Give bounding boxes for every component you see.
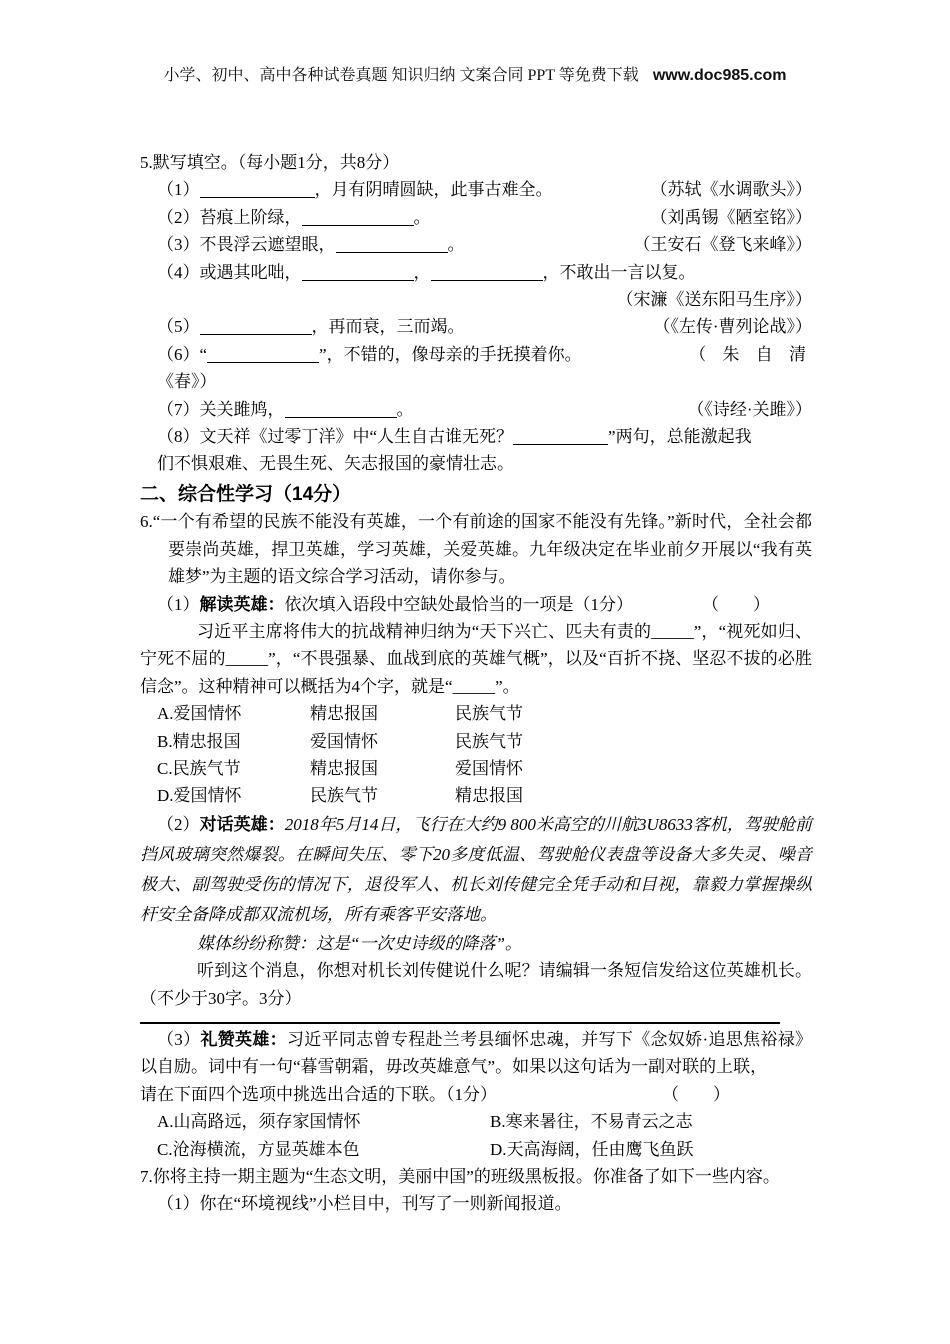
item-text: “ [199, 344, 208, 364]
q6-part2-paragraph [140, 810, 812, 930]
option-cell: D.爱国情怀 [157, 786, 242, 806]
q6-part1-option-row [140, 782, 812, 809]
item-number: （1） [157, 594, 200, 614]
option-cell: A.山高路远，须存家国情怀 [157, 1112, 361, 1132]
citation: 《春》） [157, 372, 217, 392]
narrative-text: 2018年5月14日，飞行在大约9 800米高空的川航3U8633客机，驾驶舱前挡风玻璃突然爆裂。在瞬间失压、零下20多度低温、驾驶舱仪表盘等设备大多失灵、噪音极大、副驾驶受伤的情况下，退役军人、机长刘传健完全凭手动和目视，靠毅力掌握操纵杆安全备降成都双流机场，所有乘客平安落地。 [140, 814, 813, 924]
option-cell: 精忠报国 [455, 786, 523, 806]
part-label: 礼赞英雄： [200, 1029, 287, 1049]
q6-part3-stem-line [140, 1081, 812, 1108]
fill-blank[interactable] [302, 210, 414, 226]
item-text: 。 [447, 235, 465, 255]
stem-text: 依次填入语段中空缺处最恰当的一项是（1分） [284, 594, 633, 614]
q5-item-7 [140, 396, 812, 423]
citation: （刘禹锡《陋室铭》） [650, 207, 812, 227]
item-text: ”，不错的，像母亲的手抚摸着你。 [319, 344, 582, 364]
header-banner [0, 64, 950, 88]
item-number: （2） [157, 207, 200, 227]
fill-blank[interactable] [336, 237, 448, 253]
fill-blank[interactable] [200, 319, 312, 335]
option-cell: 爱国情怀 [310, 731, 378, 751]
q6-intro: 6.“一个有希望的民族不能没有英雄，一个有前途的国家不能没有先锋。”新时代，全社会都要崇尚英雄，捍卫英雄，学习英雄，关爱英雄。九年级决定在毕业前夕开展以“我有英雄梦”为主题的语文综合学习活动，请你参与。 [140, 512, 812, 587]
q6-part2-media-line: 媒体纷纷称赞：这是“一次史诗级的降落”。 [197, 933, 522, 953]
option-cell: B.寒来暑往，不易青云之志 [490, 1112, 693, 1132]
fill-blank[interactable] [431, 265, 543, 281]
item-text: 苔痕上阶绿， [199, 207, 302, 227]
q7-intro: 7.你将主持一期主题为“生态文明，美丽中国”的班级黑板报。你准备了如下一些内容。 [140, 1167, 780, 1186]
item-text: 关关雎鸠， [199, 399, 285, 419]
citation: （ 朱 自 清 [689, 344, 812, 364]
option-cell: 民族气节 [310, 786, 378, 806]
stem-text: 请在下面四个选项中挑选出合适的下联。（1分） [140, 1084, 497, 1104]
option-cell: 精忠报国 [310, 704, 378, 724]
q6-part3-option-row [140, 1136, 812, 1163]
part-label: 对话英雄： [199, 814, 285, 834]
q5-item-5 [140, 313, 812, 340]
item-text: 不畏浮云遮望眼， [199, 235, 336, 255]
item-text: ”两句，总能激起我 [608, 427, 752, 447]
q5-item-8-cont [140, 450, 812, 477]
item-text: ， [413, 262, 431, 282]
item-text: 或遇其叱咄， [199, 262, 302, 282]
q6-part1-passage: 习近平主席将伟大的抗战精神归纳为“天下兴亡、匹夫有责的_____”，“视死如归、宁死不屈的_____”，“不畏强暴、血战到底的英雄气概”，以及“百折不挠、坚忍不拔的必胜信念”。这种精神可以概括为4个字，就是“_____”。 [140, 621, 812, 696]
site-link[interactable]: www.doc985.com [652, 67, 787, 84]
q6-part1-stem [140, 591, 812, 618]
q6-part1-option-row [140, 755, 812, 782]
fill-blank[interactable] [207, 347, 319, 363]
item-text: 。 [413, 207, 431, 227]
item-text: 文天祥《过零丁洋》中“人生自古谁无死？ [199, 427, 514, 447]
q6-part3-option-row [140, 1108, 812, 1135]
item-text: ，月有阴晴圆缺，此事古难全。 [314, 180, 553, 200]
q5-item-4 [140, 259, 812, 286]
citation: （《左传·曹列论战》） [653, 317, 812, 337]
option-cell: 精忠报国 [310, 758, 378, 778]
option-cell: 民族气节 [455, 731, 523, 751]
item-number: （5） [157, 317, 200, 337]
item-number: （3） [157, 1029, 201, 1049]
q6-part3-paragraph [140, 1026, 812, 1081]
citation: （苏轼《水调歌头》） [650, 180, 812, 200]
option-cell: 民族气节 [455, 704, 523, 724]
option-cell: D.天高海阔，任由鹰飞鱼跃 [490, 1139, 694, 1159]
fill-blank[interactable] [285, 402, 397, 418]
option-cell: C.沧海横流，方显英雄本色 [157, 1139, 360, 1159]
q5-title: 5.默写填空。（每小题1分，共8分） [140, 153, 400, 172]
fill-blank[interactable] [513, 429, 608, 445]
citation: （王安石《登飞来峰》） [633, 235, 812, 255]
answer-brackets: （ ） [702, 594, 770, 614]
answer-line[interactable] [140, 1022, 780, 1024]
option-cell: C.民族气节 [157, 758, 241, 778]
stem-text: 习近平同志曾专程赴兰考县缅怀忠魂，并写下《念奴娇·追思焦裕禄》以自励。词中有一句“暮雪朝霜，毋改英雄意气”。如果以这句话为一副对联的上联， [140, 1029, 812, 1077]
q5-item-6-cont [140, 368, 812, 395]
option-cell: 爱国情怀 [455, 758, 523, 778]
answer-brackets: （ ） [662, 1084, 730, 1104]
fill-blank[interactable] [200, 182, 315, 198]
option-cell: A.爱国情怀 [157, 704, 242, 724]
q5-item-4-citation-line [140, 286, 812, 313]
item-text: 们不惧艰难、无畏生死、矢志报国的豪情壮志。 [157, 454, 514, 474]
fill-blank[interactable] [302, 265, 414, 281]
promo-text: 小学、初中、高中各种试卷真题 知识归纳 文案合同 PPT 等免费下载 [163, 67, 639, 84]
item-number: （1） [157, 180, 200, 200]
q5-item-1 [140, 176, 812, 203]
q5-item-3 [140, 231, 812, 258]
q5-item-6 [140, 341, 812, 368]
q7-sub1: （1）你在“环境视线”小栏目中，刊写了一则新闻报道。 [157, 1194, 572, 1214]
item-number: （6） [157, 344, 200, 364]
part-label: 解读英雄： [199, 594, 285, 614]
item-text: 。 [396, 399, 414, 419]
citation: （《诗经·关雎》） [687, 399, 812, 419]
item-number: （4） [157, 262, 200, 282]
item-number: （8） [157, 427, 200, 447]
section-heading: 二、综合性学习（14分） [140, 483, 352, 505]
q5-item-2 [140, 204, 812, 231]
item-number: （7） [157, 399, 200, 419]
q6-part2-task: 听到这个消息，你想对机长刘传健说什么呢？请编辑一条短信发给这位英雄机长。（不少于30字。3分） [140, 961, 812, 1008]
option-cell: B.精忠报国 [157, 731, 241, 751]
exam-content [140, 149, 812, 1218]
item-text: ，再而衰，三而竭。 [311, 317, 465, 337]
item-number: （2） [157, 814, 200, 834]
item-text: ，不敢出一言以复。 [542, 262, 696, 282]
item-number: （3） [157, 235, 200, 255]
citation: （宋濂《送东阳马生序》） [616, 290, 812, 310]
q5-item-8 [140, 423, 812, 450]
q6-part1-option-row [140, 728, 812, 755]
q6-part1-option-row [140, 700, 812, 727]
